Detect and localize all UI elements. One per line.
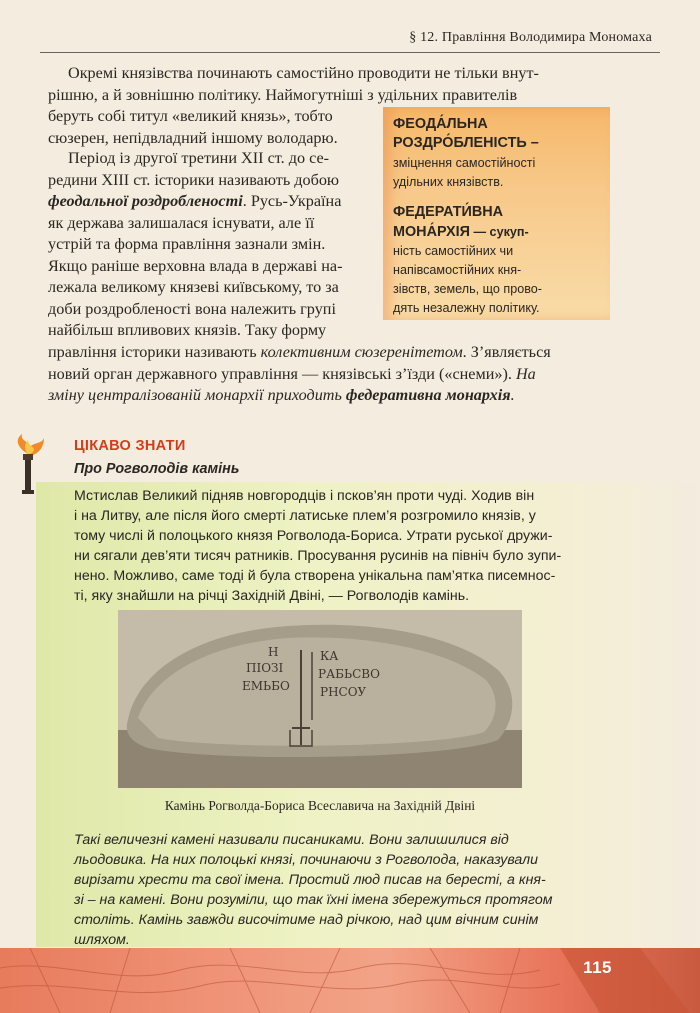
- definitions-sidebar: [383, 107, 610, 320]
- text-line: найбільш впливових князів. Таку форму: [48, 321, 327, 339]
- term-heading: МОНА́РХІЯ: [393, 224, 470, 240]
- text-line: льодовика. На них полоцькі князі, починаючи з Рогволода, наказували: [74, 852, 539, 868]
- text-line: Мстислав Великий підняв новгородців і псков’ян проти чуді. Ходив він: [74, 488, 535, 504]
- text-line: [48, 385, 610, 407]
- text-line: беруть собі титул «великий князь», тобто: [48, 107, 333, 125]
- definition-text: дять незалежну політику.: [393, 301, 540, 315]
- text-line: шляхом.: [74, 932, 130, 948]
- text-line: доби роздробленості вона належить групі: [48, 299, 336, 318]
- definition-text: напівсамостійних кня-: [393, 263, 522, 277]
- interesting-box-title: ЦІКАВО ЗНАТИ: [74, 438, 186, 454]
- paragraph-fragmentation-continued: [48, 342, 610, 407]
- term-federal-monarchy: федеративна монархія: [345, 386, 511, 404]
- text-line: [48, 364, 610, 386]
- inscription-text: РНСОУ: [320, 685, 367, 699]
- inscription-text: Н: [268, 645, 279, 659]
- text-line: і на Литву, але після його смерті латиське плем’я розгромило князів, у: [74, 508, 536, 524]
- term-heading: РОЗДРО́БЛЕНІСТЬ: [393, 135, 527, 151]
- inscription-text: КА: [320, 649, 339, 663]
- photo-caption: Камінь Рогволда-Бориса Всеславича на Західній Двіні: [164, 798, 476, 813]
- term-feudal-fragmentation: феодальної роздробленості: [48, 192, 243, 210]
- text-line: устрій та форма правління зазнали змін.: [48, 235, 326, 253]
- definition-text: удільних князівств.: [393, 175, 504, 189]
- text-line: Якщо раніше верховна влада в державі на-: [48, 256, 343, 275]
- text-line: тому числі й полоцького князя Рогволода-Бориса. Утрати руської дружи-: [74, 528, 553, 544]
- text-line: сюзерен, непідвладний іншому володарю.: [48, 128, 338, 147]
- text-fragment: . Русь-Україна: [242, 192, 342, 210]
- text-line: лежала великому князеві київському, то за: [48, 278, 339, 296]
- text-line: ни сягали дев’яти тисяч ратників. Просування русинів на північ було зупи-: [74, 548, 562, 564]
- text-line: Окремі князівства починають самостійно проводити не тільки внут-: [68, 64, 539, 82]
- text-fragment: правління історики називають: [48, 343, 261, 361]
- text-fragment: На: [515, 364, 536, 383]
- interesting-paragraph-1: [74, 486, 614, 606]
- text-line: рішню, а й зовнішню політику. Наймогутніші з удільних правителів: [48, 85, 518, 104]
- term-collective-suzerainty: колективним сюзеренітетом: [260, 343, 463, 361]
- term-dash: — сукуп-: [469, 225, 529, 239]
- text-fragment: . З’являється: [462, 343, 551, 361]
- text-line: як держава залишалася існувати, але її: [48, 213, 315, 232]
- term-heading: ФЕОДА́ЛЬНА: [393, 116, 488, 132]
- interesting-paragraph-2: [74, 830, 614, 950]
- interesting-box-subtitle: Про Рогволодів камінь: [74, 461, 240, 477]
- text-fragment: .: [510, 386, 515, 404]
- paragraph-fragmentation: [48, 148, 370, 342]
- text-fragment: новий орган державного управління — князівські з’їзди («снеми»).: [48, 364, 516, 383]
- text-line: [48, 342, 610, 364]
- text-line: вирізати хрести та свої імена. Простий люд писав на бересті, а кня-: [74, 872, 546, 888]
- text-line: редини XIII ст. історики називають добою: [48, 170, 340, 189]
- page-number: 115: [583, 958, 612, 977]
- torch-icon: [8, 434, 48, 494]
- text-line: нено. Можливо, саме тоді й була створена унікальна пам’ятка писемнос-: [74, 568, 556, 584]
- header-rule: [40, 52, 660, 53]
- definition-text: ність самостійних чи: [393, 244, 514, 258]
- definition-text: зівств, земель, що прово-: [393, 282, 542, 296]
- term-heading-line: [393, 134, 539, 152]
- inscription-text: РАБЬСВО: [318, 667, 380, 681]
- stone-illustration: [118, 610, 522, 788]
- term-heading-line: [393, 223, 529, 241]
- text-line: століть. Камінь завжди височітиме над річкою, над цим вічним синім: [74, 912, 539, 928]
- text-line: [48, 191, 370, 213]
- inscription-text: ПІОЗІ: [246, 661, 284, 675]
- running-head: § 12. Правління Володимира Мономаха: [409, 30, 652, 45]
- definition-text: зміцнення самостійності: [393, 156, 536, 170]
- term-dash: –: [526, 135, 539, 151]
- text-line: зі – на камені. Вони розуміли, що так їхні імена збережуться протягом: [74, 892, 553, 908]
- text-line: Період із другої третини XII ст. до се-: [68, 149, 330, 167]
- text-fragment: зміну централізованій монархії приходить: [48, 386, 346, 404]
- rogvolod-stone-photo: [118, 610, 522, 788]
- inscription-text: ЕМЬБО: [242, 679, 290, 693]
- term-heading: ФЕДЕРАТИ́ВНА: [393, 204, 504, 220]
- text-line: ті, яку знайшли на річці Західній Двіні, — Рогволодів камінь.: [74, 588, 470, 604]
- text-line: Такі величезні камені називали писаниками. Вони залишилися від: [74, 832, 509, 848]
